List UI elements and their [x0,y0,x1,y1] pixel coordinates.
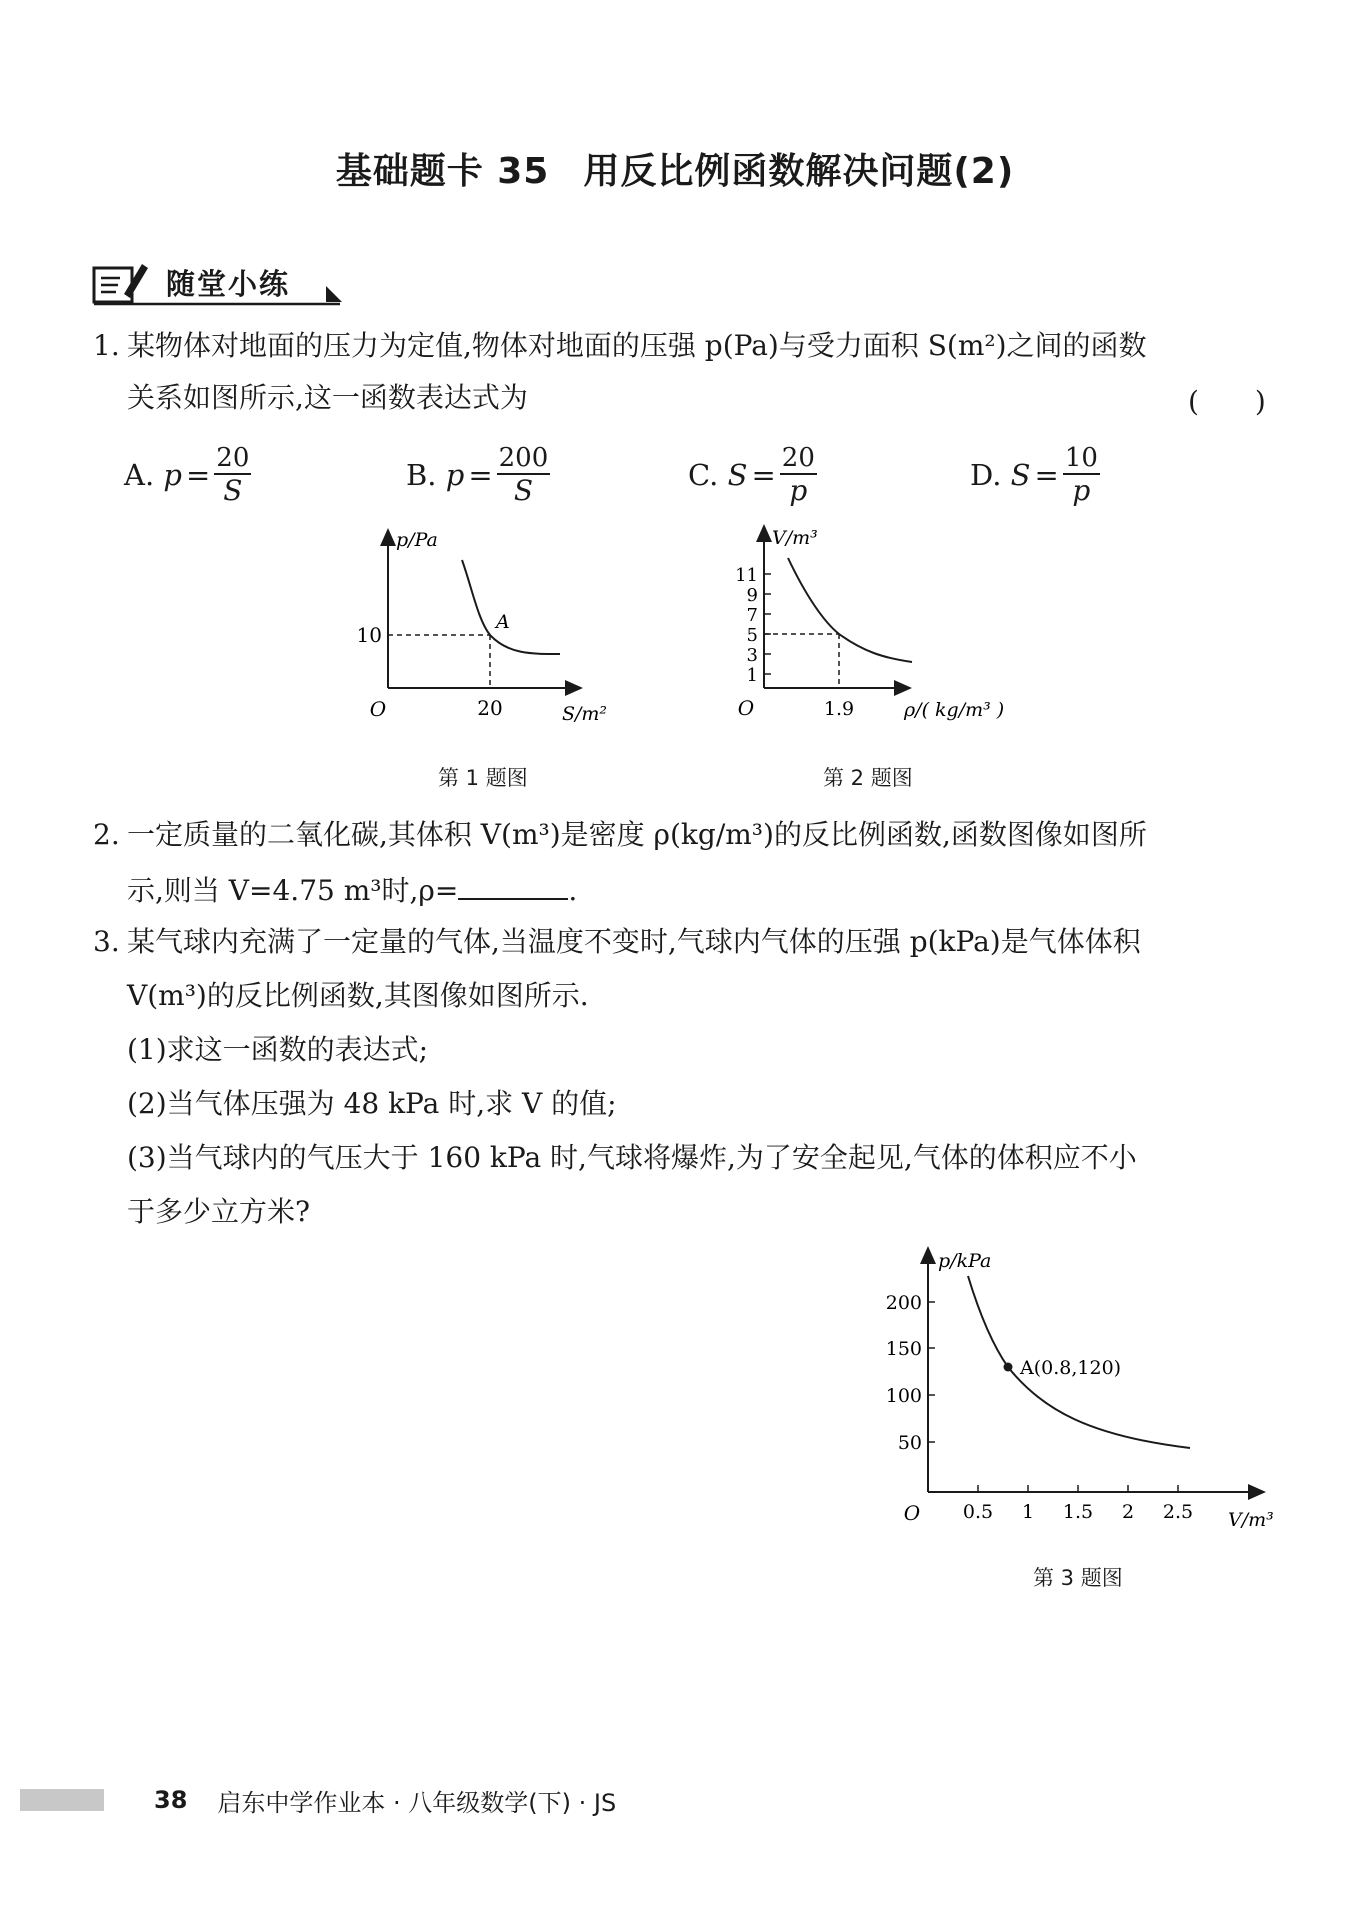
fig3-y-axis-label: p/kPa [938,1250,992,1272]
fig3-y-tick-label: 200 [885,1292,922,1314]
fig2-y-tick-label: 11 [735,565,758,586]
fig3-x-ticks [963,1485,1193,1523]
choice-c: C. S = $\frac{20}{p}$ [688,443,815,507]
fig2-x-tick: 1.9 [823,698,855,720]
choice-b: B. p = $\frac{200}{S}$ [406,443,549,507]
q1-number: 1. [93,329,120,362]
title-part1: 基础题卡 35 [335,151,550,192]
title-part2: 用反比例函数解决问题(2) [583,151,1015,192]
fig3-y-tick-label: 150 [885,1338,922,1360]
fig2-y-tick-label: 9 [746,585,758,606]
q2-number: 2. [93,818,120,851]
fig1-point-label: A [496,611,510,633]
q1-line1: 1. 某物体对地面的压力为定值,物体对地面的压强 p(Pa)与受力面积 S(m²)之间的函数 [93,326,1147,366]
fig3-x-tick-label: 0.5 [962,1501,994,1523]
fig3-x-tick-label: 1 [1021,1501,1035,1523]
q3-sub2: (2)当气体压强为 48 kPa 时,求 V 的值; [127,1087,617,1120]
fig2-x-axis-label: ρ/( kg/m³ ) [904,699,1005,721]
section-label: 随堂小练 [166,267,291,301]
fig3-x-axis-label: V/m³ [1228,1509,1274,1531]
fig1-origin: O [369,697,387,721]
footer-bar [20,1789,104,1811]
fig2-y-ticks [735,565,771,686]
fig2-y-tick-label: 7 [746,605,758,626]
fig2-y-tick-label: 1 [746,665,758,686]
fig2-curve [788,558,912,662]
fig2-y-axis-label: V/m³ [772,527,818,549]
fig3-caption: 第 3 题图 [1033,1566,1123,1590]
fig3-x-tick-label: 2.5 [1162,1501,1194,1523]
answer-paren: ( ) [1188,385,1266,418]
q2-line2: 示,则当 V=4.75 m³时,ρ= . [127,868,577,911]
q3-sub3a: (3)当气球内的气压大于 160 kPa 时,气球将爆炸,为了安全起见,气体的体积应不小 [127,1141,1137,1174]
fig3-origin: O [903,1501,921,1525]
q2-line1: 2. 一定质量的二氧化碳,其体积 V(m³)是密度 ρ(kg/m³)的反比例函数,函数图像如图所 [93,815,1147,855]
q3-line1: 3. 某气球内充满了一定量的气体,当温度不变时,气球内气体的压强 p(kPa)是气体体积 [93,922,1141,962]
fig3-x-tick-label: 1.5 [1062,1501,1094,1523]
fig3-y-tick-label: 100 [885,1385,922,1407]
fig1-x-tick: 20 [477,696,503,720]
choice-d: D. S = $\frac{10}{p}$ [970,443,1098,507]
fig2-y-tick-label: 3 [746,645,758,666]
choice-a: A. p = $\frac{20}{S}$ [124,443,250,507]
q3-number: 3. [93,925,120,958]
section-header [90,256,350,308]
figure-3 [870,1240,1290,1540]
fig1-x-axis-label: S/m² [562,703,608,725]
fig1-y-axis-label: p/Pa [396,529,438,551]
page-title [0,143,1350,194]
q3-sub1: (1)求这一函数的表达式; [127,1033,429,1066]
fig3-x-tick-label: 2 [1121,1501,1135,1523]
fig2-caption: 第 2 题图 [823,766,913,790]
fig3-point-a [1004,1363,1013,1372]
answer-blank[interactable] [458,868,568,900]
q1-line2: 关系如图所示,这一函数表达式为 [127,381,528,414]
fig1-curve [462,560,560,654]
page-footer [20,1778,920,1822]
q3-sub3b: 于多少立方米? [127,1195,311,1228]
fig2-y-tick-label: 5 [746,625,758,646]
figure-2 [724,522,1024,738]
book-title: 启东中学作业本 · 八年级数学(下) · JS [217,1788,617,1817]
fig1-caption: 第 1 题图 [438,766,528,790]
fig2-origin: O [737,696,755,720]
fig1-y-tick: 10 [356,623,382,647]
fig3-point-label: A(0.8,120) [1020,1357,1122,1379]
figure-1 [350,522,620,738]
q3-line2: V(m³)的反比例函数,其图像如图所示. [127,979,589,1012]
fig3-y-tick-label: 50 [897,1432,922,1454]
page-number: 38 [154,1786,188,1814]
